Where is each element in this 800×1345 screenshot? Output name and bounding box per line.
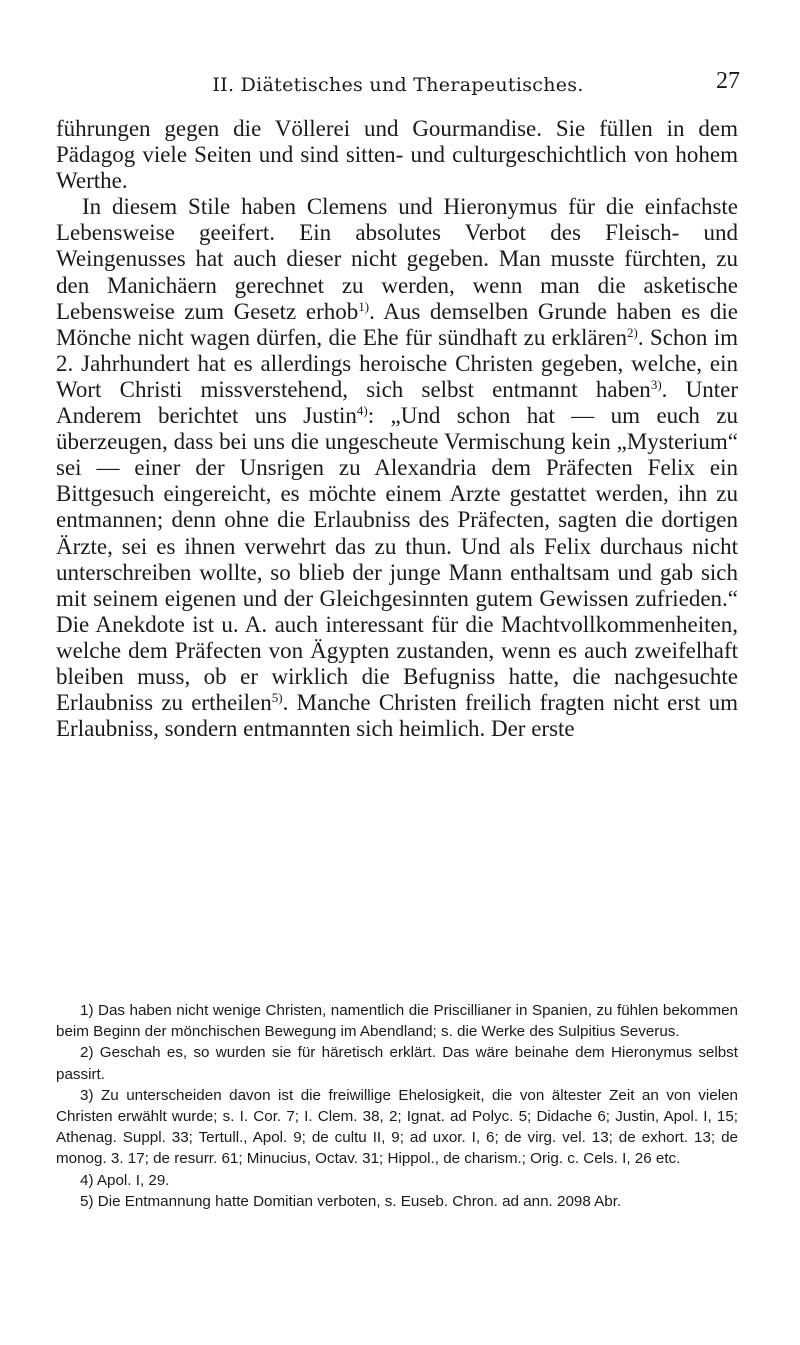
footnote: 4) Apol. I, 29.: [80, 1171, 170, 1189]
page-number: 27: [716, 68, 740, 94]
footnote: 3) Zu unterscheiden davon ist die freiwillige Ehelosigkeit, die von ältester Zeit an von vielen Christen erwählt wurde; s. I. Cor. 7; I. Clem. 38, 2; Ignat. ad Polyc. 5; Didache 6; Justin, Apol. I, 15; Athenag. Suppl. 33; Tertull., Apol. 9; de cultu II, 9; ad uxor. I, 6; de virg. vel. 13; de exhort. 13; de monog. 3. 17; de resurr. 61; Minucius, Octav. 31; Hippol., de charism.; Orig. c. Cels. I, 26 etc.: [56, 1086, 738, 1168]
footnote-reference[interactable]: 4): [356, 403, 368, 419]
footnote-reference[interactable]: 5): [271, 690, 283, 706]
text-run: . Manche Christen freilich fragten nicht erst um Erlaubniss, sondern entmannten sich heimlich. Der erste: [56, 690, 739, 742]
text-run: führungen gegen die Völlerei und Gourmandise. Sie füllen in dem Pädagog viele Seiten und sind sitten- und culturgeschichtlich von hohem Werthe.: [56, 116, 738, 194]
running-header: [56, 0, 740, 96]
footnote: 2) Geschah es, so wurden sie für häretisch erklärt. Das wäre beinahe dem Hieronymus selbst passirt.: [56, 1044, 738, 1083]
footnote-reference[interactable]: 1): [358, 298, 370, 314]
text-run: . Unter Anderem berichtet uns Justin: [56, 376, 738, 429]
text-run: : „Und schon hat — um euch zu überzeugen, dass bei uns die ungescheute Vermischung kein „Mysterium“ sei — einer der Unsrigen zu Alexandria dem Präfecten Felix ein Bittgesuch eingereicht, es möchte einem Arzte gestattet werden, ihn zu entmannen; denn ohne die Erlaubniss des Präfecten, sagten die dortigen Ärzte, sei es ihnen verwehrt das zu thun. Und als Felix durchaus nicht unterschreiben wollte, so blieb der junge Mann enthaltsam und gab sich mit seinem eigenen und der Gleichgesinnten gutem Gewissen zufrieden.“ Die Anekdote ist u. A. auch interessant für die Machtvollkommenheiten, welche dem Präfecten von Ägypten zustanden, wenn es auch zweifelhaft bleiben muss, ob er wirklich die Befugniss hatte, die nachgesuchte Erlaubniss zu ertheilen: [56, 403, 739, 716]
main-text: [56, 116, 738, 742]
text-run: . Aus demselben Grunde haben es die Mönche nicht wagen dürfen, die Ehe für sündhaft zu erklären: [56, 298, 738, 350]
footnotes: [56, 1000, 738, 1212]
chapter-title: II. Diätetisches und Therapeutisches.: [212, 74, 584, 96]
text-run: . Schon im 2. Jahrhundert hat es allerdings heroische Christen gegeben, welche, ein Wort Christi missverstehend, sich selbst entmannt haben: [56, 324, 739, 402]
footnote-reference[interactable]: 2): [626, 324, 638, 340]
footnote: 5) Die Entmannung hatte Domitian verboten, s. Euseb. Chron. ad ann. 2098 Abr.: [80, 1192, 622, 1210]
footnote-reference[interactable]: 3): [650, 376, 662, 392]
footnote: 1) Das haben nicht wenige Christen, namentlich die Priscillianer in Spanien, zu fühlen bekommen beim Beginn der mönchischen Bewegung im Abendland; s. die Werke des Sulpitius Severus.: [56, 1002, 738, 1041]
text-run: In diesem Stile haben Clemens und Hieronymus für die einfachste Lebensweise geeifert. Ein absolutes Verbot des Fleisch- und Weingenusses hat auch dieser nicht gegeben. Man musste fürchten, zu den Manichäern gerechnet zu werden, wenn man die asketische Lebensweise zum Gesetz erhob: [56, 194, 738, 324]
body-paragraph: [56, 194, 738, 742]
body-paragraph: [56, 116, 738, 194]
